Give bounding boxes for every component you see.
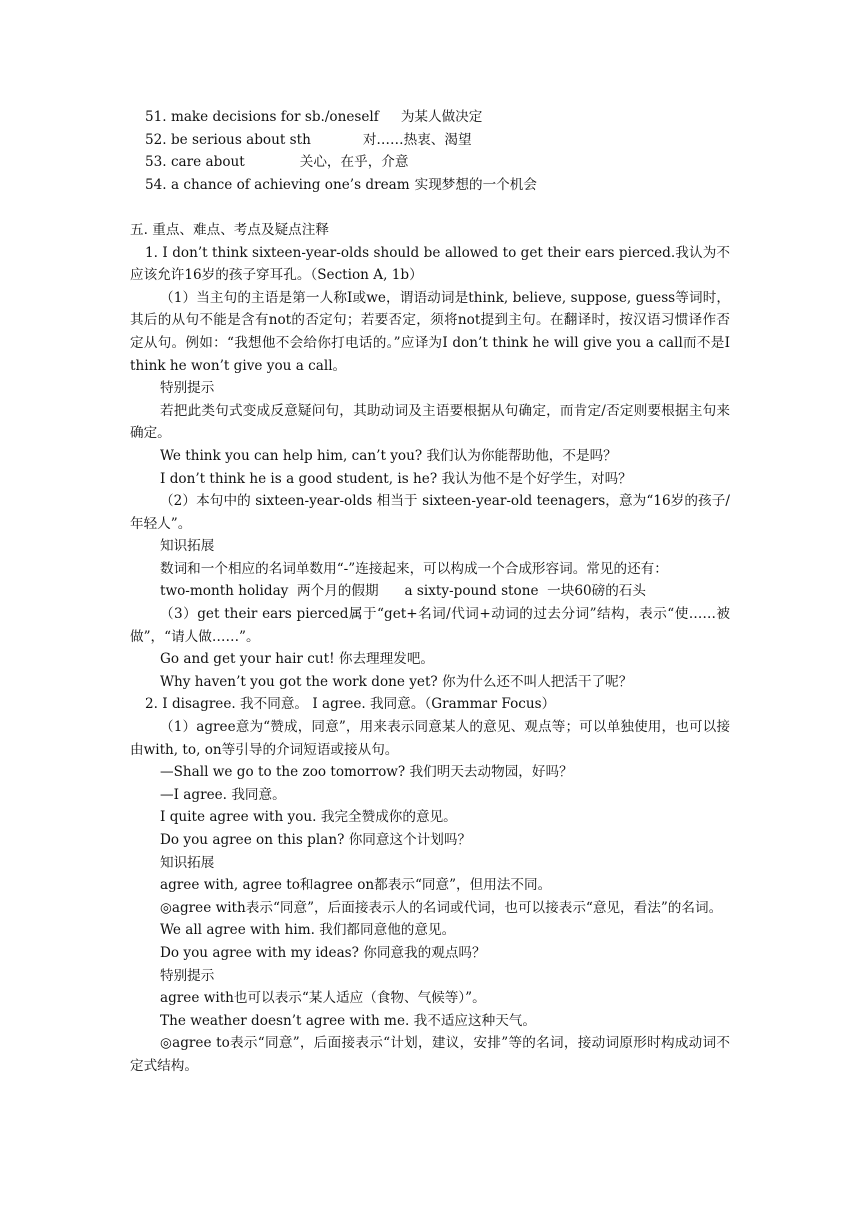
paragraph: （1）agree意为“赞成，同意”，用来表示同意某人的意见、观点等；可以单独使用，也可以接由with, to, on等引导的介词短语或接从句。 [130, 719, 730, 758]
example-sentence: We think you can help him, can’t you? 我们认为你能帮助他，不是吗？ [160, 447, 617, 464]
point-2-heading: 2. I disagree. 我不同意。 I agree. 我同意。（Grammar Focus） [145, 696, 556, 713]
example-sentence: Do you agree with my ideas? 你同意我的观点吗？ [160, 944, 486, 961]
document-body [130, 106, 730, 1078]
example-sentence: Go and get your hair cut! 你去理理发吧。 [160, 651, 435, 668]
vocab-english: 52. be serious about sth [145, 131, 311, 148]
example-sentence: Do you agree on this plan? 你同意这个计划吗？ [160, 832, 472, 848]
paragraph: （2）本句中的 sixteen-year-olds 相当于 sixteen-year-old teenagers，意为“16岁的孩子/年轻人”。 [130, 493, 730, 532]
example-sentence: two-month holiday 两个月的假期 a sixty-pound stone 一块60磅的石头 [160, 583, 646, 600]
tip-label: 特别提示 [160, 967, 215, 984]
extension-label: 知识拓展 [160, 854, 215, 871]
example-sentence: I quite agree with you. 我完全赞成你的意见。 [160, 809, 457, 826]
vocab-item [130, 151, 730, 174]
section-title: 五. 重点、难点、考点及疑点注释 [130, 221, 329, 238]
vocab-item [130, 174, 730, 197]
paragraph: （1）当主句的主语是第一人称I或we，谓语动词是think, believe, suppose, guess等词时，其后的从句不能是含有not的否定句；若要否定，须将not提到主句。在翻译时，按汉语习惯译作否定从句。例如：“我想他不会给你打电话的。”应译为I don’t think he will give you a call而不是I think he won’t give you a call。 [130, 289, 730, 374]
paragraph: 若把此类句式变成反意疑问句，其助动词及主语要根据从句确定，而肯定/否定则要根据主句来确定。 [130, 402, 730, 442]
example-sentence: Why haven’t you got the work done yet? 你为什么还不叫人把活干了呢？ [160, 673, 633, 690]
point-1-heading: 1. I don’t think sixteen-year-olds should be allowed to get their ears pierced.我认为不应该允许16岁的孩子穿耳孔。（Section A, 1b） [130, 244, 730, 284]
example-sentence: —Shall we go to the zoo tomorrow? 我们明天去动物园，好吗？ [160, 764, 573, 781]
tip-label: 特别提示 [160, 380, 215, 397]
vocab-item [130, 129, 730, 152]
vocab-item [130, 106, 730, 129]
paragraph: （3）get their ears pierced属于“get+名词/代词+动词的过去分词”结构，表示“使……被做”，“请人做……”。 [130, 606, 730, 645]
example-sentence: I don’t think he is a good student, is he? 我认为他不是个好学生，对吗？ [160, 470, 632, 487]
paragraph: 数词和一个相应的名词单数用“-”连接起来，可以构成一个合成形容词。常见的还有： [160, 560, 668, 577]
paragraph: ◎agree with表示“同意”，后面接表示人的名词或代词，也可以接表示“意见，看法”的名词。 [160, 899, 723, 916]
paragraph: agree with, agree to和agree on都表示“同意”，但用法不同。 [160, 877, 552, 894]
vocab-english: 54. a chance of achieving one’s dream [145, 176, 410, 193]
example-sentence: —I agree. 我同意。 [160, 786, 286, 803]
vocab-chinese: 为某人做决定 [400, 109, 483, 125]
vocab-chinese: 实现梦想的一个机会 [414, 176, 537, 193]
paragraph: ◎agree to表示“同意”，后面接表示“计划，建议，安排”等的名词，接动词原形时构成动词不定式结构。 [130, 1035, 730, 1074]
vocab-chinese: 对……热衷、渴望 [362, 131, 472, 148]
example-sentence: The weather doesn’t agree with me. 我不适应这种天气。 [160, 1012, 536, 1029]
vocab-english: 51. make decisions for sb./oneself [145, 109, 379, 125]
example-sentence: We all agree with him. 我们都同意他的意见。 [160, 922, 456, 939]
vocab-chinese: 关心，在乎，介意 [299, 154, 409, 171]
paragraph: agree with也可以表示“某人适应（食物、气候等）”。 [160, 990, 486, 1007]
vocab-english: 53. care about [145, 154, 245, 171]
extension-label: 知识拓展 [160, 538, 215, 555]
